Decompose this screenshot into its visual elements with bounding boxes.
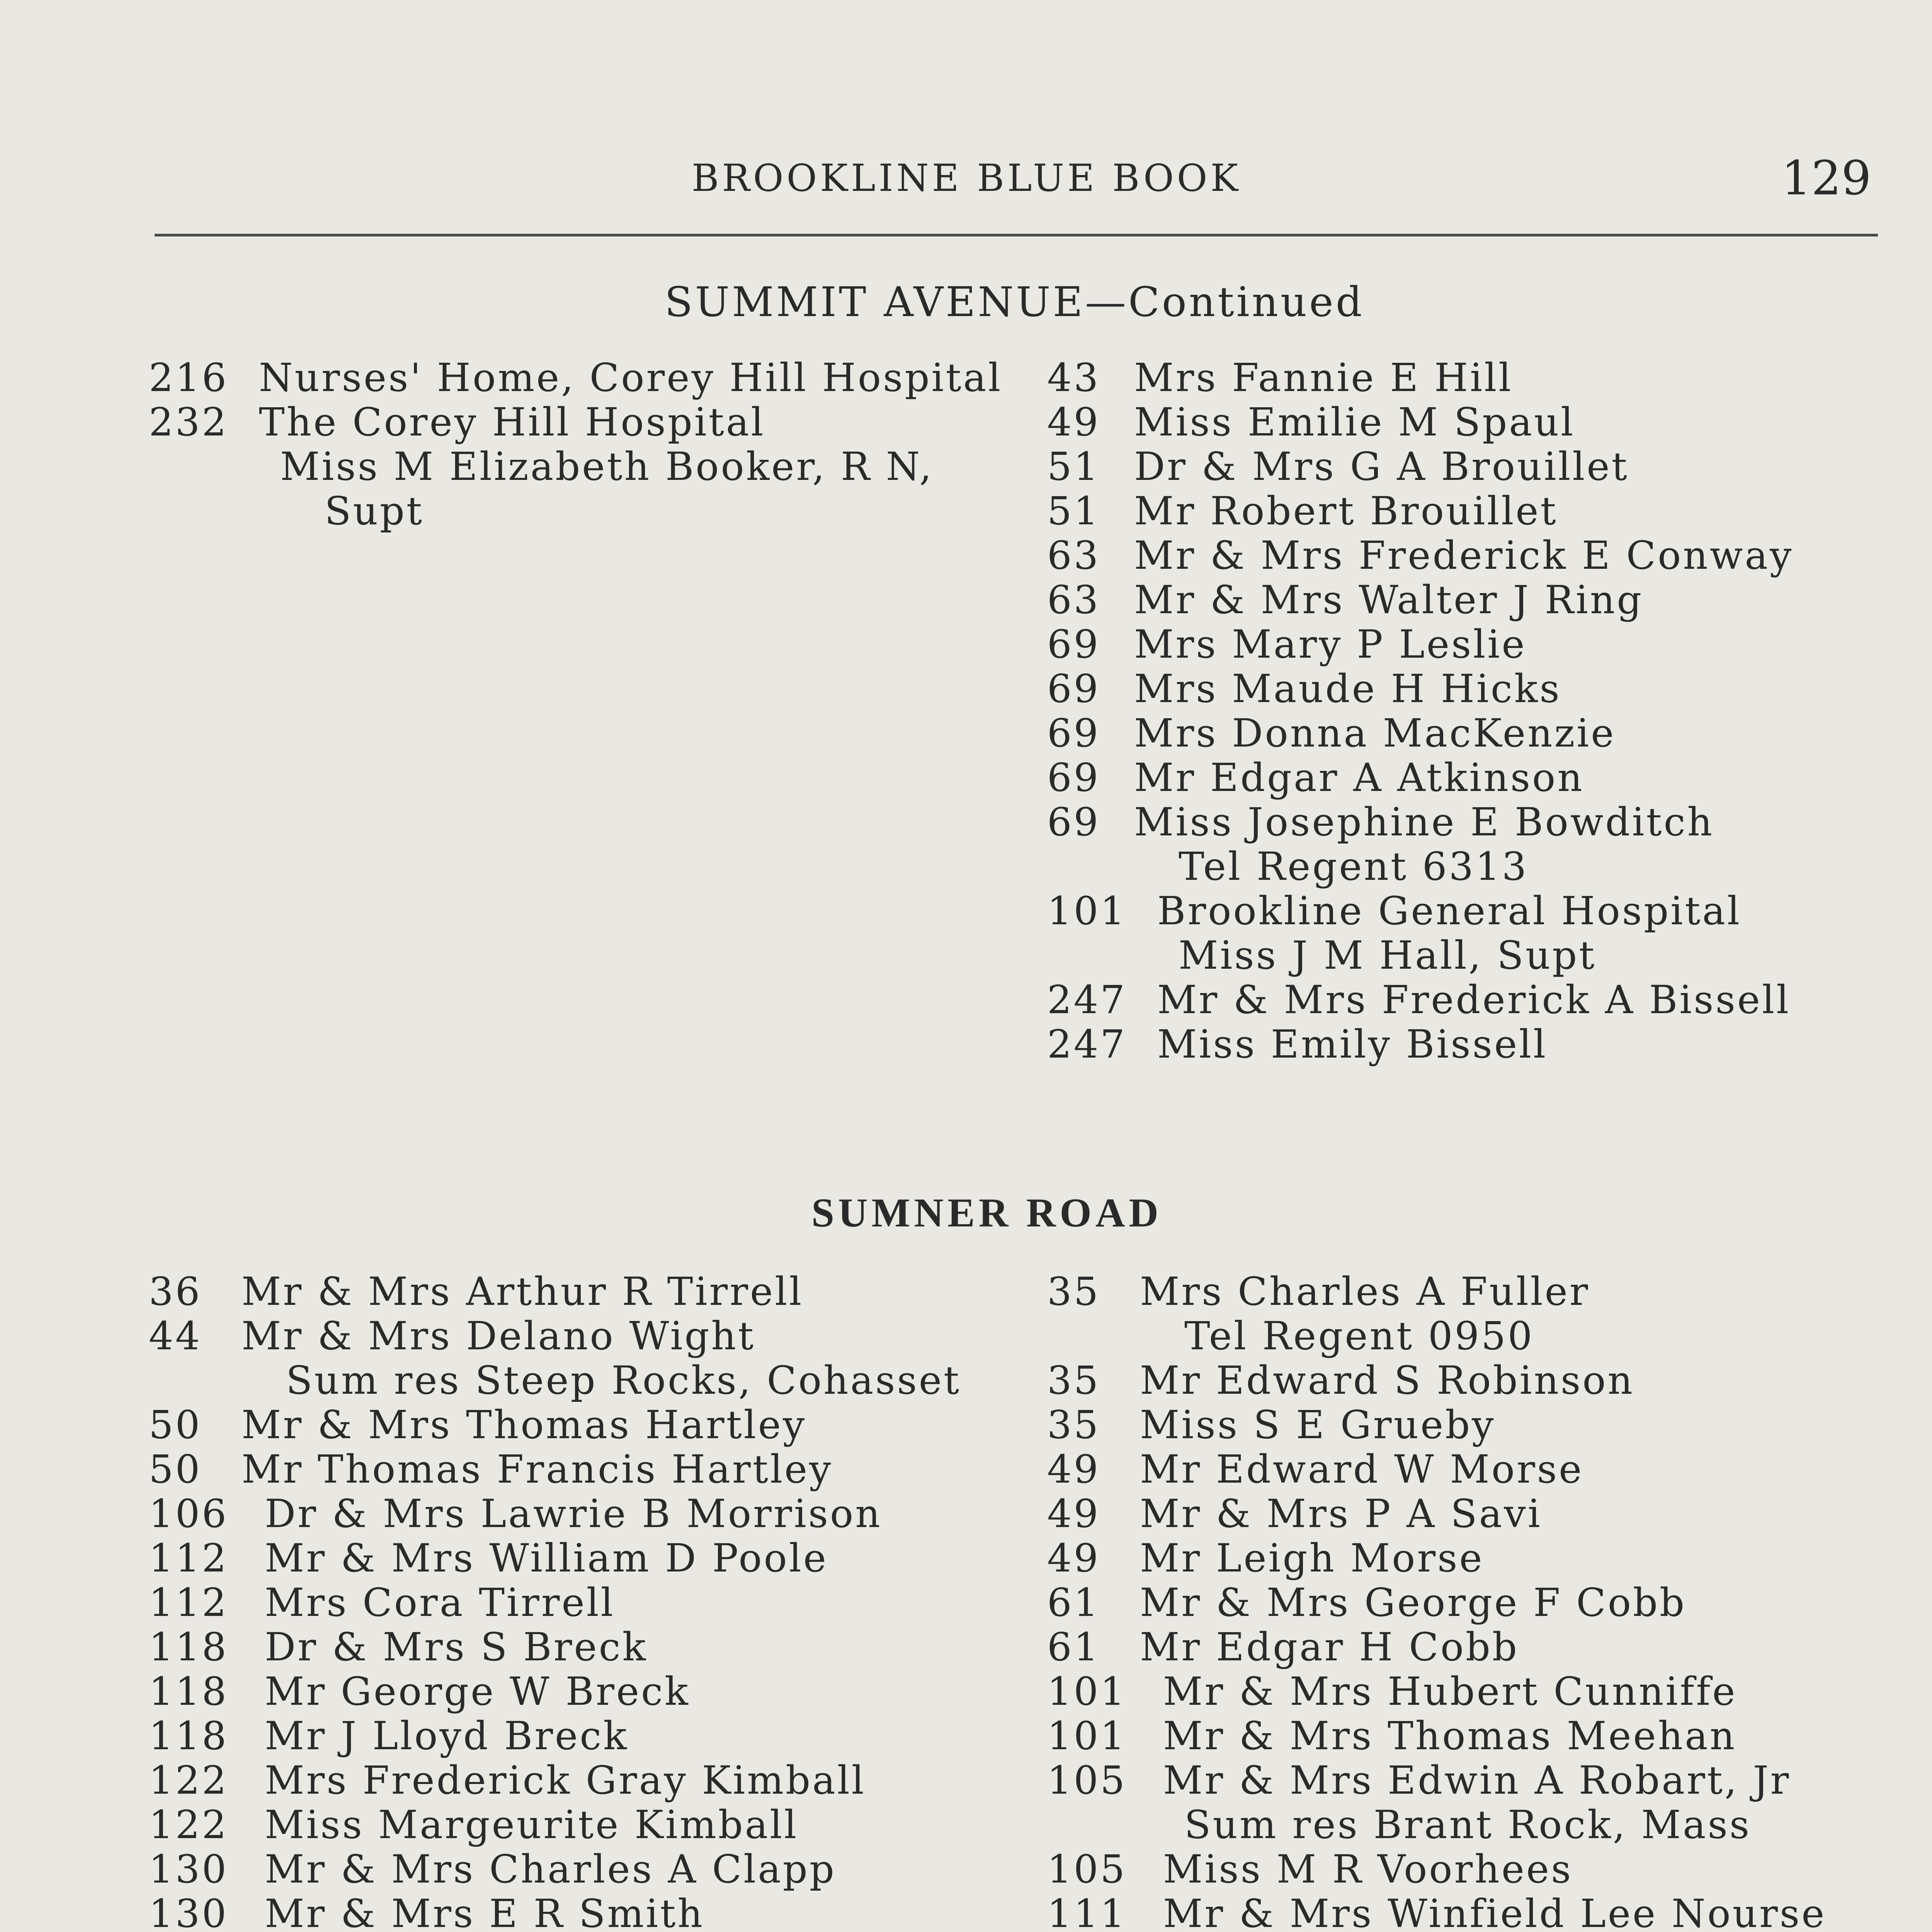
house-number: 50 [149,1447,202,1492]
house-number: 105 [1047,1847,1127,1892]
house-number: 51 [1047,444,1100,489]
resident-name: Mr & Mrs Delano Wight [242,1313,756,1359]
resident-name: Mrs Charles A Fuller [1140,1269,1590,1314]
house-number: 101 [1047,1713,1127,1759]
resident-name: Dr & Mrs Lawrie B Morrison [265,1491,882,1536]
resident-name: Mrs Frederick Gray Kimball [265,1758,866,1803]
house-number: 63 [1047,577,1100,622]
resident-name: Mr & Mrs Thomas Hartley [242,1402,807,1447]
house-number: 49 [1047,1491,1100,1536]
resident-name: Tel Regent 0950 [1184,1313,1534,1359]
resident-name: Miss S E Grueby [1140,1402,1496,1447]
resident-name: Mr & Mrs Edwin A Robart, Jr [1163,1758,1791,1803]
house-number: 247 [1047,977,1127,1022]
resident-name: Mr Thomas Francis Hartley [242,1447,833,1492]
house-number: 122 [149,1758,228,1803]
house-number: 118 [149,1669,228,1714]
resident-name: Supt [325,488,424,534]
resident-name: Mr & Mrs Frederick A Bissell [1157,977,1791,1022]
house-number: 247 [1047,1022,1127,1067]
resident-name: Sum res Steep Rocks, Cohasset [286,1358,961,1403]
resident-name: Mrs Cora Tirrell [265,1580,615,1625]
resident-name: Mr Robert Brouillet [1134,488,1558,534]
page-number: 129 [1781,151,1871,206]
resident-name: Nurses' Home, Corey Hill Hospital [259,355,1003,400]
sumner-right-column [1047,1269,1932,1932]
summit-avenue-heading: SUMMIT AVENUE—Continued [665,278,1364,326]
resident-name: Mr & Mrs Walter J Ring [1134,577,1644,622]
resident-name: Mr & Mrs Arthur R Tirrell [242,1269,804,1314]
resident-name: Mrs Mary P Leslie [1134,622,1527,667]
header-rule [155,234,1878,236]
resident-name: The Corey Hill Hospital [259,400,765,445]
house-number: 61 [1047,1580,1100,1625]
house-number: 101 [1047,888,1127,934]
house-number: 112 [149,1580,228,1625]
resident-name: Mr & Mrs Hubert Cunniffe [1163,1669,1737,1714]
house-number: 69 [1047,755,1100,800]
resident-name: Dr & Mrs G A Brouillet [1134,444,1629,489]
resident-name: Mr & Mrs William D Poole [265,1536,828,1581]
house-number: 130 [149,1891,228,1932]
resident-name: Mr & Mrs Winfield Lee Nourse [1163,1891,1827,1932]
house-number: 111 [1047,1891,1127,1932]
house-number: 49 [1047,1536,1100,1581]
resident-name: Miss M R Voorhees [1163,1847,1573,1892]
house-number: 44 [149,1313,202,1359]
house-number: 118 [149,1624,228,1670]
house-number: 51 [1047,488,1100,534]
house-number: 232 [149,400,228,445]
running-title: BROOKLINE BLUE BOOK [692,156,1242,200]
resident-name: Dr & Mrs S Breck [265,1624,648,1670]
house-number: 118 [149,1713,228,1759]
sumner-left-column [149,1269,1037,1932]
resident-name: Mr & Mrs Charles A Clapp [265,1847,836,1892]
resident-name: Miss Emilie M Spaul [1134,400,1575,445]
house-number: 63 [1047,533,1100,578]
house-number: 43 [1047,355,1100,400]
house-number: 49 [1047,400,1100,445]
resident-name: Mr Edward W Morse [1140,1447,1584,1492]
house-number: 35 [1047,1402,1100,1447]
resident-name: Mr Leigh Morse [1140,1536,1484,1581]
house-number: 35 [1047,1358,1100,1403]
house-number: 105 [1047,1758,1127,1803]
resident-name: Mr J Lloyd Breck [265,1713,629,1759]
house-number: 101 [1047,1669,1127,1714]
resident-name: Mr Edgar A Atkinson [1134,755,1584,800]
resident-name: Mr & Mrs E R Smith [265,1891,704,1932]
resident-name: Sum res Brant Rock, Mass [1184,1802,1752,1847]
resident-name: Brookline General Hospital [1157,888,1742,934]
house-number: 35 [1047,1269,1100,1314]
house-number: 69 [1047,622,1100,667]
resident-name: Miss Margeurite Kimball [265,1802,799,1847]
resident-name: Mrs Maude H Hicks [1134,666,1561,711]
house-number: 69 [1047,711,1100,756]
house-number: 130 [149,1847,228,1892]
resident-name: Mr & Mrs George F Cobb [1140,1580,1687,1625]
resident-name: Mr Edward S Robinson [1140,1358,1634,1403]
resident-name: Miss M Elizabeth Booker, R N, [280,444,934,489]
resident-name: Mrs Donna MacKenzie [1134,711,1616,756]
resident-name: Mr Edgar H Cobb [1140,1624,1519,1670]
house-number: 122 [149,1802,228,1847]
resident-name: Tel Regent 6313 [1179,844,1529,889]
resident-name: Mr George W Breck [265,1669,690,1714]
resident-name: Miss Emily Bissell [1157,1022,1548,1067]
house-number: 216 [149,355,228,400]
house-number: 61 [1047,1624,1100,1670]
resident-name: Mrs Fannie E Hill [1134,355,1513,400]
house-number: 69 [1047,666,1100,711]
sumner-road-heading: SUMNER ROAD [811,1190,1162,1235]
house-number: 106 [149,1491,228,1536]
house-number: 36 [149,1269,202,1314]
resident-name: Mr & Mrs P A Savi [1140,1491,1542,1536]
house-number: 50 [149,1402,202,1447]
summit-right-column [1047,355,1897,1066]
resident-name: Mr & Mrs Frederick E Conway [1134,533,1794,578]
house-number: 112 [149,1536,228,1581]
house-number: 49 [1047,1447,1100,1492]
resident-name: Miss J M Hall, Supt [1179,933,1597,978]
house-number: 69 [1047,799,1100,845]
resident-name: Mr & Mrs Thomas Meehan [1163,1713,1737,1759]
summit-left-column [149,355,1003,534]
resident-name: Miss Josephine E Bowditch [1134,799,1714,845]
